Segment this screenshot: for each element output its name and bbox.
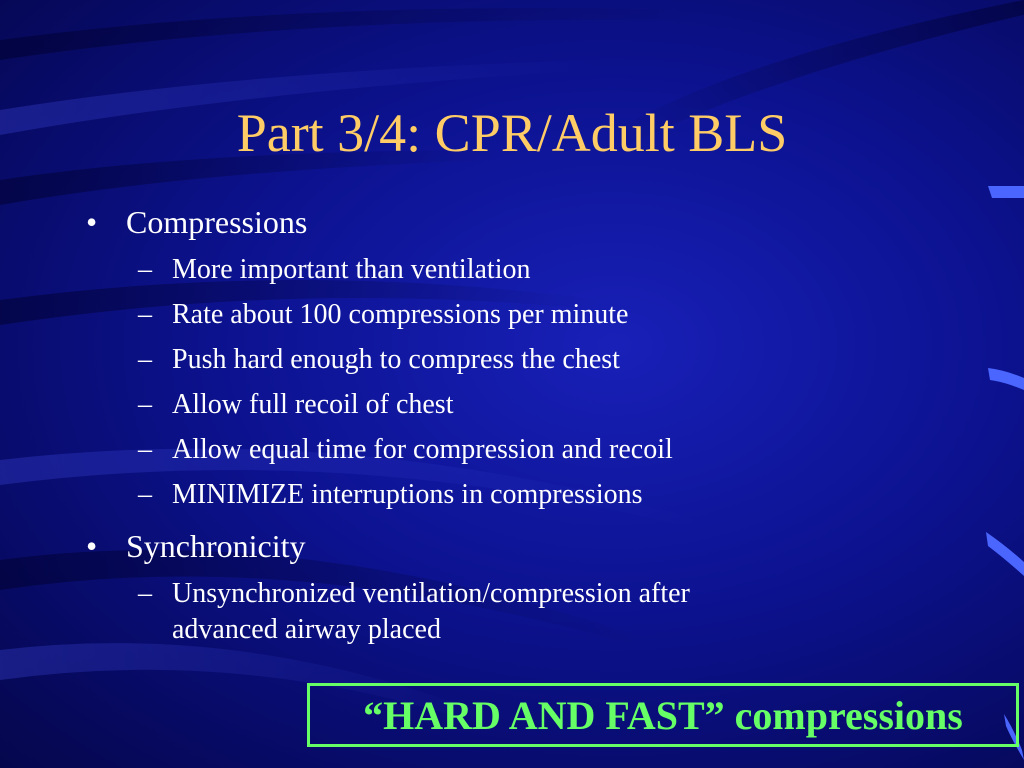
callout-text: “HARD AND FAST” compressions bbox=[363, 692, 963, 738]
bullet-text: Compressions bbox=[126, 204, 308, 240]
sub-bullet bbox=[138, 576, 690, 612]
dash-marker: – bbox=[138, 344, 152, 375]
sub-bullet-text: Allow equal time for compression and recoil bbox=[172, 434, 673, 465]
sub-bullet bbox=[138, 477, 643, 513]
bullet-marker: • bbox=[86, 204, 98, 240]
dash-marker: – bbox=[138, 578, 152, 609]
sub-bullet-text: Push hard enough to compress the chest bbox=[172, 344, 620, 375]
bullet-synchronicity bbox=[86, 526, 306, 566]
sub-bullet bbox=[138, 297, 629, 333]
slide-title: Part 3/4: CPR/Adult BLS bbox=[236, 103, 788, 163]
sub-bullet-text: Rate about 100 compressions per minute bbox=[172, 299, 629, 330]
bullet-compressions bbox=[86, 202, 308, 242]
sub-bullet-text: MINIMIZE interruptions in compressions bbox=[172, 479, 643, 510]
sub-bullet bbox=[138, 432, 673, 468]
bullet-text: Synchronicity bbox=[126, 528, 306, 564]
sub-bullet bbox=[138, 252, 531, 288]
dash-marker: – bbox=[138, 434, 152, 465]
sub-bullet bbox=[138, 387, 454, 423]
dash-marker: – bbox=[138, 389, 152, 420]
bullet-marker: • bbox=[86, 528, 98, 564]
dash-marker: – bbox=[138, 299, 152, 330]
sub-bullet-text: Unsynchronized ventilation/compression after bbox=[172, 578, 690, 609]
sub-bullet-text: advanced airway placed bbox=[172, 614, 441, 645]
sub-bullet bbox=[138, 342, 620, 378]
sub-bullet-text: Allow full recoil of chest bbox=[172, 389, 454, 420]
callout-box bbox=[307, 683, 1019, 747]
sub-bullet-continuation bbox=[172, 612, 441, 648]
dash-marker: – bbox=[138, 254, 152, 285]
sub-bullet-text: More important than ventilation bbox=[172, 254, 531, 285]
dash-marker: – bbox=[138, 479, 152, 510]
